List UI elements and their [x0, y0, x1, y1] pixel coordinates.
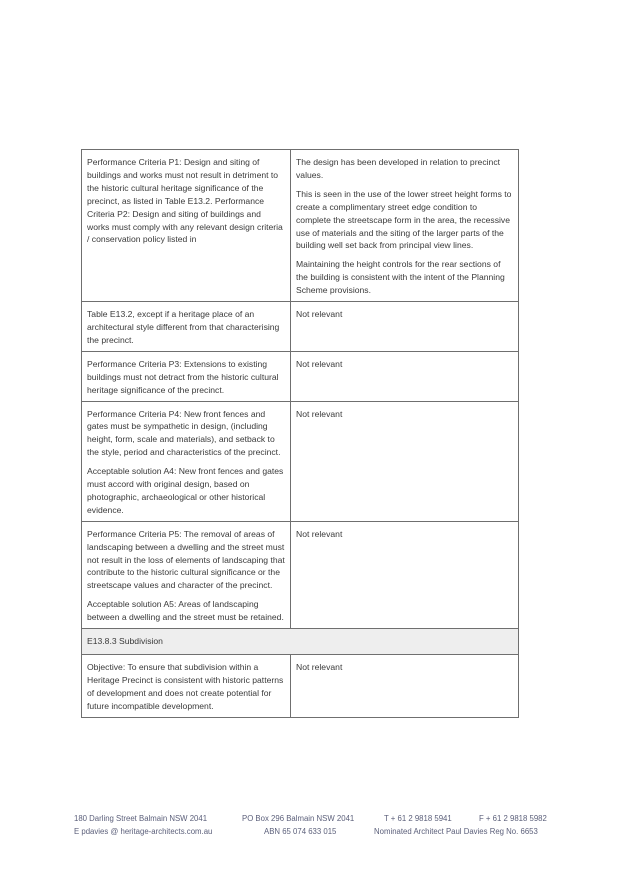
table-row — [82, 302, 519, 352]
table-row — [82, 351, 519, 401]
footer-email: E pdavies @ heritage-architects.com.au — [74, 827, 213, 836]
criteria-cell — [82, 351, 291, 401]
table-row — [82, 401, 519, 521]
criteria-text: Performance Criteria P5: The removal of areas of landscaping between a dwelling and the street must not result in the loss of elements of landscaping that contribute to the historic cultural significance or the streetscape values and character of the precinct. — [87, 528, 285, 591]
response-text: This is seen in the use of the lower street height forms to create a complimentary street edge condition to complete the streetscape form in the area, the recessive use of materials and the siting of the larger parts of the building well set back from principal view lines. — [296, 188, 512, 251]
footer-row — [74, 825, 554, 838]
response-text: Maintaining the height controls for the rear sections of the building is consistent with the intent of the Planning Scheme provisions. — [296, 259, 505, 296]
footer-row — [74, 812, 554, 825]
footer-registration: Nominated Architect Paul Davies Reg No. 6653 — [374, 827, 538, 836]
criteria-cell — [82, 521, 291, 628]
response-cell — [291, 351, 519, 401]
criteria-text: Performance Criteria P3: Extensions to existing buildings must not detract from the historic cultural heritage significance of the precinct. — [87, 358, 279, 395]
criteria-text: Performance Criteria P1: Design and siting of buildings and works must not result in detriment to the historic cultural heritage significance of the precinct, as listed in Table E13.2. Performance Criteria P2: Design and siting of buildings and works must comply with any relevant design criteria / conservation policy listed in — [87, 157, 283, 245]
criteria-cell — [82, 150, 291, 302]
response-cell — [291, 655, 519, 718]
page-footer — [74, 812, 554, 838]
heritage-criteria-table — [81, 149, 519, 718]
section-heading: E13.8.3 Subdivision — [82, 629, 519, 655]
response-cell — [291, 302, 519, 352]
footer-fax: F + 61 2 9818 5982 — [479, 814, 547, 823]
footer-address: 180 Darling Street Balmain NSW 2041 — [74, 814, 208, 823]
criteria-text: Table E13.2, except if a heritage place of an architectural style different from that characterising the precinct. — [87, 309, 280, 345]
criteria-text: Performance Criteria P4: New front fences and gates must be sympathetic in design, (including height, form, scale and materials), and setback to the style, period and characteristics of the precinct. — [87, 408, 281, 458]
criteria-cell — [82, 655, 291, 718]
response-text: Not relevant — [296, 528, 343, 539]
response-text: Not relevant — [296, 358, 343, 369]
response-text: Not relevant — [296, 408, 343, 419]
table-row — [82, 655, 519, 718]
response-cell — [291, 521, 519, 628]
footer-po-box: PO Box 296 Balmain NSW 2041 — [242, 814, 355, 823]
criteria-cell — [82, 302, 291, 352]
criteria-text: Acceptable solution A4: New front fences and gates must accord with original design, based on photographic, archaeological or other historical evidence. — [87, 466, 284, 515]
response-text: Not relevant — [296, 309, 343, 320]
table-row — [82, 521, 519, 628]
response-cell — [291, 150, 519, 302]
response-cell — [291, 401, 519, 521]
table-row — [82, 150, 519, 302]
section-heading-row — [82, 629, 519, 655]
criteria-cell — [82, 401, 291, 521]
footer-phone: T + 61 2 9818 5941 — [384, 814, 452, 823]
response-text: The design has been developed in relation to precinct values. — [296, 157, 501, 180]
criteria-text: Acceptable solution A5: Areas of landscaping between a dwelling and the street must be retained. — [87, 599, 284, 623]
response-text: Not relevant — [296, 662, 343, 672]
criteria-text: Objective: To ensure that subdivision within a Heritage Precinct is consistent with historic patterns of development and does not create potential for future incompatible development. — [87, 662, 284, 711]
footer-abn: ABN 65 074 633 015 — [264, 827, 337, 836]
